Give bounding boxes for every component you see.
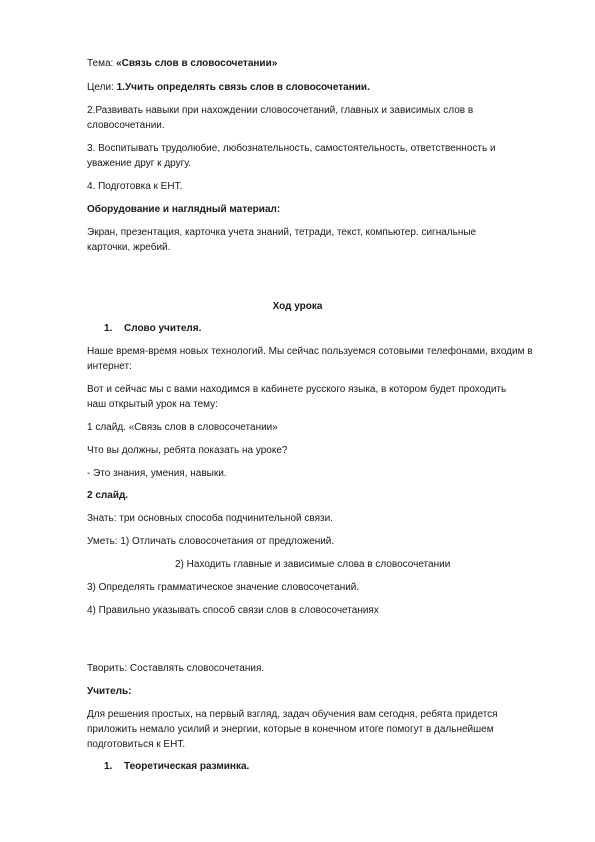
theme-line	[87, 57, 277, 72]
slide-1-line: 1 слайд. «Связь слов в словосочетании»	[87, 422, 278, 433]
section-2-number: 1.	[104, 761, 113, 772]
theme-value: «Связь слов в словосочетании»	[116, 58, 278, 69]
goals-line	[87, 81, 370, 96]
teacher-line-2: приложить немало усилий и энергии, которые в конечном итоге помогут в дальнейшем	[87, 724, 494, 735]
goal-3-line-1: 3. Воспитывать трудолюбие, любознательность, самостоятельность, ответственность и	[87, 143, 496, 154]
answer-line: - Это знания, умения, навыки.	[87, 468, 227, 479]
question-line: Что вы должны, ребята показать на уроке?	[87, 445, 288, 456]
can-line-4: 4) Правильно указывать способ связи слов в словосочетаниях	[87, 605, 379, 616]
section-1-title: Слово учителя.	[124, 323, 202, 334]
equipment-line-1: Экран, презентация, карточка учета знаний, тетради, текст, компьютер. сигнальные	[87, 227, 477, 238]
lesson-title: Ход урока	[272, 301, 323, 312]
goal-2-line-1: 2.Развивать навыки при нахождении словосочетаний, главных и зависимых слов в	[87, 105, 474, 116]
can-line-1: Уметь: 1) Отличать словосочетания от предложений.	[87, 536, 335, 547]
equipment-line-2: карточки, жребий.	[87, 242, 171, 253]
teacher-line-3: подготовиться к ЕНТ.	[87, 739, 186, 750]
goals-label: Цели:	[87, 82, 117, 93]
paragraph-2-line-1: Вот и сейчас мы с вами находимся в кабинете русского языка, в котором будет проходить	[87, 384, 507, 395]
slide-2-heading: 2 слайд.	[87, 490, 129, 501]
teacher-heading: Учитель:	[87, 686, 132, 697]
goal-4: 4. Подготовка к ЕНТ.	[87, 181, 183, 192]
teacher-line-1: Для решения простых, на первый взгляд, задач обучения вам сегодня, ребята придется	[87, 709, 498, 720]
section-1-number: 1.	[104, 323, 113, 334]
paragraph-1-line-1: Наше время-время новых технологий. Мы сейчас пользуемся сотовыми телефонами, входим в	[87, 346, 533, 357]
know-line: Знать: три основных способа подчинительной связи.	[87, 513, 333, 524]
section-1-heading	[104, 322, 201, 337]
section-2-heading	[104, 760, 249, 775]
goal-1: 1.Учить определять связь слов в словосочетании.	[116, 82, 370, 93]
paragraph-1-line-2: интернет:	[87, 361, 132, 372]
goal-2-line-2: словосочетании.	[87, 120, 165, 131]
equipment-heading: Оборудование и наглядный материал:	[87, 204, 281, 215]
section-2-title: Теоретическая разминка.	[124, 761, 250, 772]
can-line-3: 3) Определять грамматическое значение словосочетаний.	[87, 582, 360, 593]
paragraph-2-line-2: наш открытый урок на тему:	[87, 399, 218, 410]
goal-3-line-2: уважение друг к другу.	[87, 158, 192, 169]
theme-label: Тема:	[87, 58, 117, 69]
can-line-2: 2) Находить главные и зависимые слова в словосочетании	[175, 559, 451, 570]
create-line: Творить: Составлять словосочетания.	[87, 663, 265, 674]
